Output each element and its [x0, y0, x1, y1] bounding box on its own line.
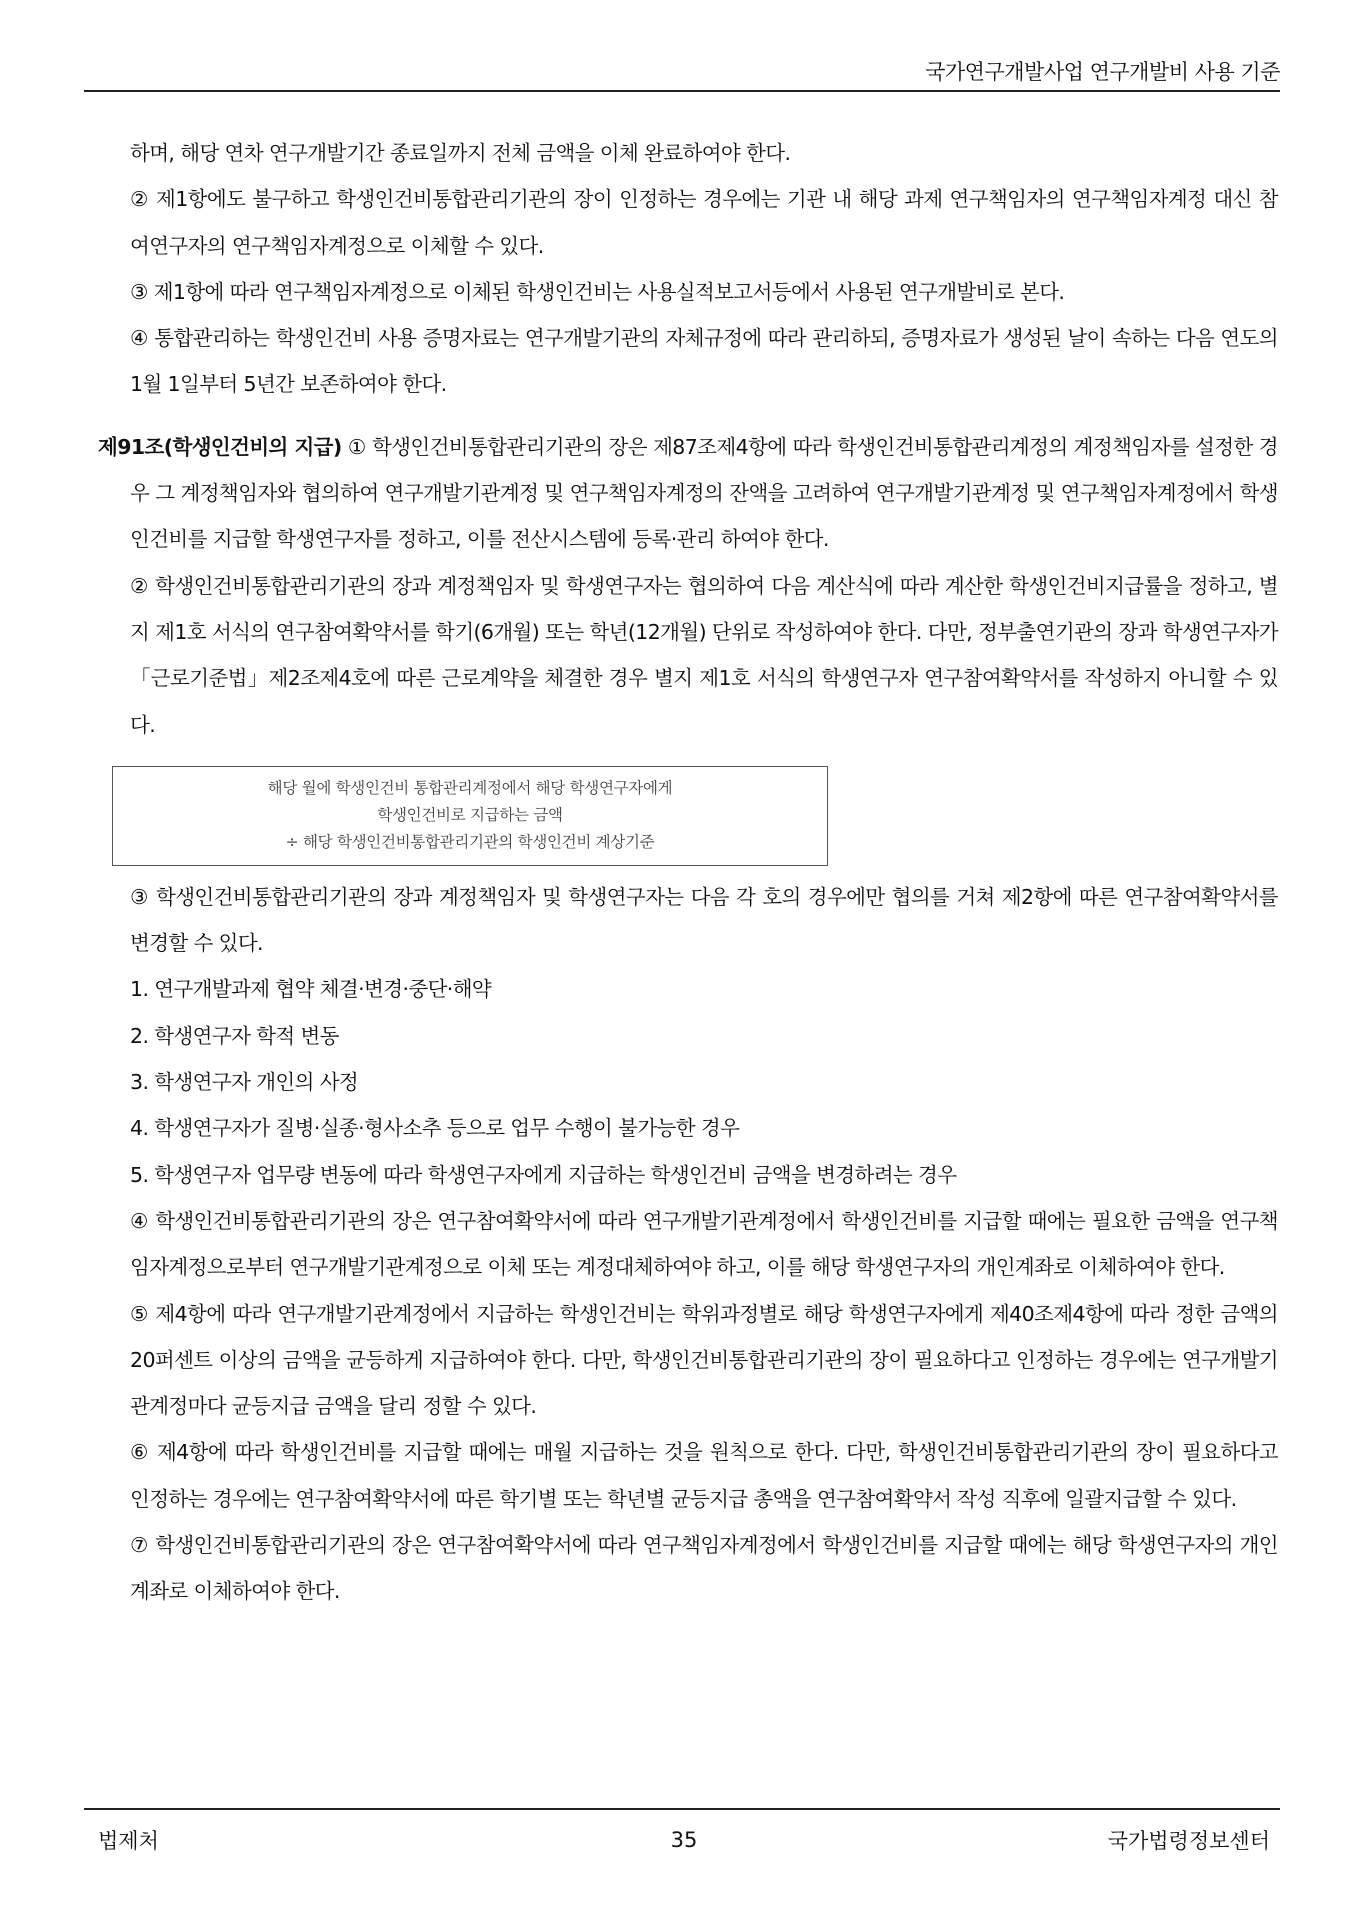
article-title: 제91조(학생인건비의 지급): [98, 434, 342, 459]
list-item: 2. 학생연구자 학적 변동: [130, 1023, 339, 1048]
formula-line: 학생인건비로 지급하는 금액: [377, 806, 563, 825]
page-header-title: 국가연구개발사업 연구개발비 사용 기준: [925, 60, 1280, 84]
paragraph: ④ 학생인건비통합관리기관의 장은 연구참여확약서에 따라 연구개발기관계정에서 학생인건비를 지급할 때에는 필요한 금액을 연구책임자계정으로부터 연구개발기관계정으로 이체 또는 계정대체하여야 하고, 이를 해당 학생연구자의 개인계좌로 이체하여야 한다.: [130, 1208, 1278, 1280]
footer-source: 법제처: [98, 1829, 159, 1853]
list-item: 3. 학생연구자 개인의 사정: [130, 1070, 359, 1095]
paragraph: 하며, 해당 연차 연구개발기간 종료일까지 전체 금액을 이체 완료하여야 한다.: [130, 141, 791, 165]
paragraph: ② 학생인건비통합관리기관의 장과 계정책임자 및 학생연구자는 협의하여 다음 계산식에 따라 계산한 학생인건비지급률을 정하고, 별지 제1호 서식의 연구참여확약서를 학기(6개월) 또는 학년(12개월) 단위로 작성하여야 한다. 다만, 정부출연기관의 장과 학생연구자가 「근로기준법」제2조제4호에 따른 근로계약을 체결한 경우 별지 제1호 서식의 학생연구자 연구참여확약서를 작성하지 아니할 수 있다.: [130, 573, 1278, 737]
footer-divider: [84, 1808, 1280, 1810]
list-item: 1. 연구개발과제 협약 체결·변경·중단·해약: [130, 977, 492, 1002]
list-item: 4. 학생연구자가 질병·실종·형사소추 등으로 업무 수행이 불가능한 경우: [130, 1116, 740, 1141]
paragraph: ② 제1항에도 불구하고 학생인건비통합관리기관의 장이 인정하는 경우에는 기관 내 해당 과제 연구책임자의 연구책임자계정 대신 참여연구자의 연구책임자계정으로 이체할 수 있다.: [130, 187, 1278, 258]
page-number: 35: [670, 1828, 698, 1852]
paragraph: ⑤ 제4항에 따라 연구개발기관계정에서 지급하는 학생인건비는 학위과정별로 해당 학생연구자에게 제40조제4항에 따라 정한 금액의 20퍼센트 이상의 금액을 균등하게 지급하여야 한다. 다만, 학생인건비통합관리기관의 장이 필요하다고 인정하는 경우에는 연구개발기관계정마다 균등지급 금액을 달리 정할 수 있다.: [130, 1301, 1278, 1419]
paragraph: ③ 제1항에 따라 연구책임자계정으로 이체된 학생인건비는 사용실적보고서등에서 사용된 연구개발비로 본다.: [130, 279, 1065, 304]
article-91-paragraph-1: [98, 424, 1278, 563]
paragraph: ③ 학생인건비통합관리기관의 장과 계정책임자 및 학생연구자는 다음 각 호의 경우에만 협의를 거쳐 제2항에 따른 연구참여확약서를 변경할 수 있다.: [130, 884, 1278, 956]
paragraph: ⑥ 제4항에 따라 학생인건비를 지급할 때에는 매월 지급하는 것을 원칙으로 한다. 다만, 학생인건비통합관리기관의 장이 필요하다고 인정하는 경우에는 연구참여확약서에 따른 학기별 또는 학년별 균등지급 총액을 연구참여확약서 작성 직후에 일괄지급할 수 있다.: [130, 1440, 1278, 1511]
formula-box: [112, 766, 828, 866]
formula-line: ÷ 해당 학생인건비통합관리기관의 학생인건비 계상기준: [285, 833, 655, 852]
document-body: [98, 130, 1278, 1615]
footer-publisher: 국가법령정보센터: [1107, 1829, 1270, 1853]
paragraph: ⑦ 학생인건비통합관리기관의 장은 연구참여확약서에 따라 연구책임자계정에서 학생인건비를 지급할 때에는 해당 학생연구자의 개인계좌로 이체하여야 한다.: [130, 1533, 1278, 1604]
header-divider: [84, 90, 1280, 92]
formula-line: 해당 월에 학생인건비 통합관리계정에서 해당 학생연구자에게: [267, 779, 673, 798]
article-text: ① 학생인건비통합관리기관의 장은 제87조제4항에 따라 학생인건비통합관리계정의 계정책임자를 설정한 경우 그 계정책임자와 협의하여 연구개발기관계정 및 연구책임자계정의 잔액을 고려하여 연구개발기관계정 및 연구책임자계정에서 학생인건비를 지급할 학생연구자를 정하고, 이를 전산시스템에 등록·관리 하여야 한다.: [130, 434, 1278, 552]
paragraph: ④ 통합관리하는 학생인건비 사용 증명자료는 연구개발기관의 자체규정에 따라 관리하되, 증명자료가 생성된 날이 속하는 다음 연도의 1월 1일부터 5년간 보존하여야 한다.: [130, 326, 1278, 397]
list-item: 5. 학생연구자 업무량 변동에 따라 학생연구자에게 지급하는 학생인건비 금액을 변경하려는 경우: [130, 1162, 957, 1187]
page-footer: [98, 1825, 1270, 1855]
